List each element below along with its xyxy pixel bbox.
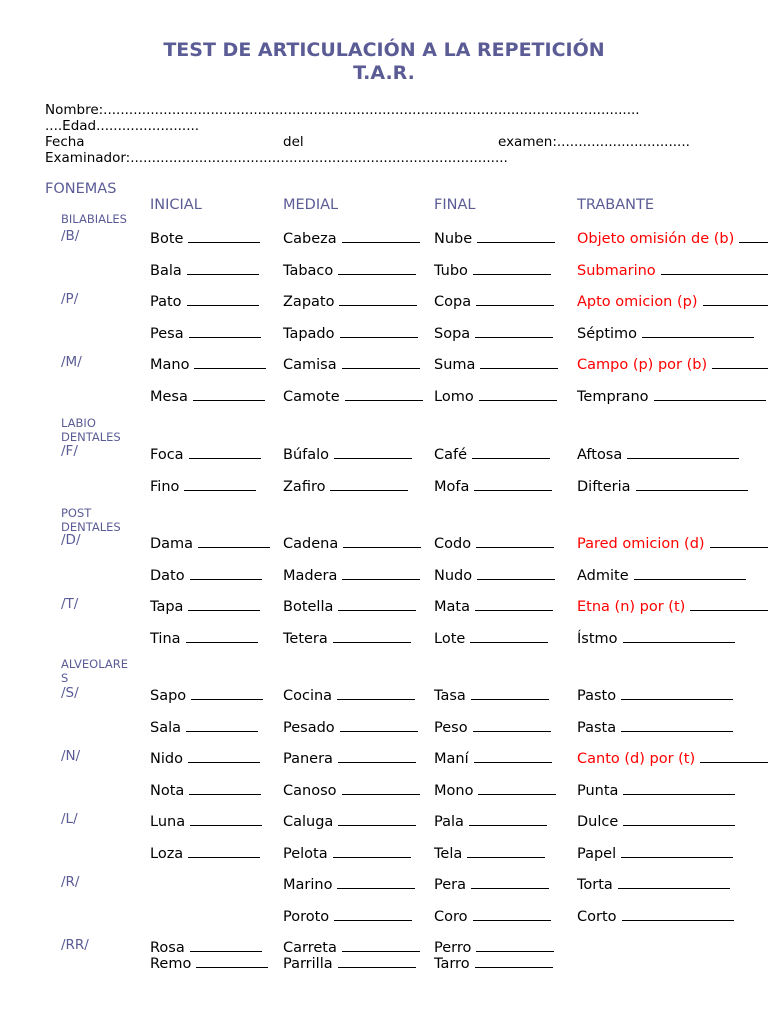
word-text: Cadena: [283, 536, 339, 552]
word-fin: [434, 565, 555, 584]
word-med: [283, 596, 416, 615]
word-ini: [150, 354, 266, 373]
phoneme-s: /S/: [61, 685, 79, 701]
word-text: Remo: [150, 956, 192, 972]
word-text: Tapado: [283, 326, 335, 342]
answer-blank[interactable]: [342, 937, 420, 952]
group-labiodentales: LABIO DENTALES: [61, 416, 121, 444]
word-text: Ístmo: [577, 631, 618, 647]
word-fin: [434, 906, 551, 925]
word-text: Séptimo: [577, 326, 638, 342]
group-bilabiales: BILABIALES: [61, 212, 127, 226]
answer-blank[interactable]: [475, 953, 553, 968]
word-text: Rosa: [150, 940, 185, 956]
phoneme-f: /F/: [61, 443, 78, 459]
word-tra: [577, 533, 768, 552]
word-med: [283, 444, 412, 463]
word-tra: [577, 596, 768, 615]
word-med: [283, 628, 411, 647]
nombre-field[interactable]: Nombre:.............................................................................................................................: [45, 102, 640, 118]
answer-blank[interactable]: [473, 906, 551, 921]
word-fin: [434, 354, 558, 373]
answer-blank[interactable]: [340, 323, 418, 338]
word-text: Zapato: [283, 294, 335, 310]
word-text: Dulce: [577, 814, 619, 830]
word-ini: [150, 533, 270, 552]
word-text: Admite: [577, 568, 629, 584]
answer-blank[interactable]: [470, 628, 548, 643]
answer-blank[interactable]: [190, 937, 262, 952]
word-med: [283, 260, 416, 279]
word-tra: [577, 628, 735, 647]
answer-blank[interactable]: [661, 260, 768, 275]
word-ini: [150, 228, 260, 247]
answer-blank[interactable]: [618, 874, 730, 889]
word-text: Caluga: [283, 814, 334, 830]
answer-blank[interactable]: [337, 685, 415, 700]
word-med: [283, 843, 411, 862]
word-tra: [577, 260, 768, 279]
word-med: [283, 811, 416, 830]
word-text: Nido: [150, 751, 183, 767]
word-text: Canoso: [283, 783, 337, 799]
answer-blank[interactable]: [623, 811, 735, 826]
word-med: [283, 476, 408, 495]
word-text: Loza: [150, 846, 184, 862]
answer-blank[interactable]: [475, 596, 553, 611]
word-fin: [434, 953, 553, 972]
word-text: Dama: [150, 536, 194, 552]
answer-blank[interactable]: [472, 444, 550, 459]
word-text: Marino: [283, 877, 333, 893]
word-tra: [577, 811, 735, 830]
answer-blank[interactable]: [189, 323, 261, 338]
answer-blank[interactable]: [623, 780, 735, 795]
answer-blank[interactable]: [479, 386, 557, 401]
answer-blank[interactable]: [476, 291, 554, 306]
word-text: Corto: [577, 909, 617, 925]
word-text: Foca: [150, 447, 184, 463]
answer-blank[interactable]: [345, 386, 423, 401]
word-ini: [150, 565, 262, 584]
word-ini: [150, 444, 261, 463]
answer-blank[interactable]: [343, 533, 421, 548]
word-text: Aftosa: [577, 447, 623, 463]
word-text: Cocina: [283, 688, 333, 704]
word-text: Copa: [434, 294, 472, 310]
word-text: Parrilla: [283, 956, 333, 972]
word-tra: [577, 291, 768, 310]
answer-blank[interactable]: [339, 291, 417, 306]
word-fin: [434, 843, 545, 862]
word-med: [283, 386, 423, 405]
word-ini: [150, 953, 268, 972]
answer-blank[interactable]: [186, 717, 258, 732]
header-trabante: TRABANTE: [577, 197, 654, 213]
answer-blank[interactable]: [700, 748, 768, 763]
phoneme-n: /N/: [61, 748, 81, 764]
word-med: [283, 533, 421, 552]
word-med: [283, 748, 416, 767]
word-ini: [150, 260, 259, 279]
header-medial: MEDIAL: [283, 197, 339, 213]
answer-blank[interactable]: [654, 386, 766, 401]
phoneme-b: /B/: [61, 228, 80, 244]
word-text: Pato: [150, 294, 182, 310]
phoneme-m: /M/: [61, 354, 82, 370]
word-text: Sopa: [434, 326, 471, 342]
answer-blank[interactable]: [471, 685, 549, 700]
word-text: Mesa: [150, 389, 188, 405]
word-text: Luna: [150, 814, 186, 830]
word-text: Tubo: [434, 263, 468, 279]
word-tra: [577, 386, 766, 405]
word-text: Tapa: [150, 599, 184, 615]
word-text: Zafiro: [283, 479, 326, 495]
word-med: [283, 717, 418, 736]
word-text: Fino: [150, 479, 180, 495]
answer-blank[interactable]: [634, 565, 746, 580]
answer-blank[interactable]: [338, 811, 416, 826]
answer-blank[interactable]: [621, 685, 733, 700]
answer-blank[interactable]: [333, 843, 411, 858]
word-ini: [150, 843, 260, 862]
word-ini: [150, 811, 262, 830]
word-ini: [150, 748, 260, 767]
word-tra: [577, 780, 735, 799]
word-text: Nube: [434, 231, 473, 247]
word-ini: [150, 717, 258, 736]
answer-blank[interactable]: [187, 260, 259, 275]
answer-blank[interactable]: [190, 811, 262, 826]
answer-blank[interactable]: [739, 228, 768, 243]
answer-blank[interactable]: [710, 533, 768, 548]
answer-blank[interactable]: [186, 628, 258, 643]
word-text: Pared omicion (d): [577, 536, 705, 552]
word-fin: [434, 533, 554, 552]
answer-blank[interactable]: [636, 476, 748, 491]
word-text: Mofa: [434, 479, 470, 495]
edad-field[interactable]: ....Edad........................: [45, 118, 200, 134]
word-text: Maní: [434, 751, 469, 767]
word-tra: [577, 843, 733, 862]
word-text: Botella: [283, 599, 334, 615]
word-tra: [577, 444, 739, 463]
word-med: [283, 874, 415, 893]
answer-blank[interactable]: [469, 811, 547, 826]
word-text: Difteria: [577, 479, 631, 495]
examinador-field[interactable]: Examinador:........................................................................................: [45, 150, 508, 166]
phoneme-d: /D/: [61, 532, 81, 548]
word-ini: [150, 628, 258, 647]
answer-blank[interactable]: [188, 748, 260, 763]
answer-blank[interactable]: [334, 444, 412, 459]
answer-blank[interactable]: [622, 906, 734, 921]
answer-blank[interactable]: [476, 533, 554, 548]
word-text: Tina: [150, 631, 181, 647]
answer-blank[interactable]: [194, 354, 266, 369]
word-text: Pesado: [283, 720, 335, 736]
word-text: Panera: [283, 751, 333, 767]
answer-blank[interactable]: [338, 953, 416, 968]
answer-blank[interactable]: [188, 596, 260, 611]
word-text: Dato: [150, 568, 185, 584]
word-fin: [434, 596, 553, 615]
word-text: Tela: [434, 846, 463, 862]
word-tra: [577, 354, 768, 373]
phoneme-l: /L/: [61, 811, 78, 827]
answer-blank[interactable]: [642, 323, 754, 338]
word-text: Camote: [283, 389, 340, 405]
word-text: Apto omicion (p): [577, 294, 698, 310]
phoneme-r: /R/: [61, 874, 80, 890]
word-tra: [577, 874, 730, 893]
answer-blank[interactable]: [189, 444, 261, 459]
word-text: Objeto omisión de (b): [577, 231, 735, 247]
word-text: Etna (n) por (t): [577, 599, 686, 615]
answer-blank[interactable]: [190, 565, 262, 580]
word-text: Sapo: [150, 688, 187, 704]
word-med: [283, 354, 420, 373]
word-text: Pesa: [150, 326, 184, 342]
word-text: Papel: [577, 846, 617, 862]
word-text: Temprano: [577, 389, 649, 405]
answer-blank[interactable]: [342, 565, 420, 580]
word-text: Pera: [434, 877, 466, 893]
answer-blank[interactable]: [338, 596, 416, 611]
word-text: Nudo: [434, 568, 473, 584]
word-tra: [577, 685, 733, 704]
word-text: Carreta: [283, 940, 337, 956]
word-text: Mono: [434, 783, 474, 799]
word-text: Mata: [434, 599, 470, 615]
word-text: Pala: [434, 814, 464, 830]
answer-blank[interactable]: [712, 354, 768, 369]
answer-blank[interactable]: [690, 596, 768, 611]
answer-blank[interactable]: [621, 717, 733, 732]
answer-blank[interactable]: [703, 291, 768, 306]
answer-blank[interactable]: [473, 717, 551, 732]
answer-blank[interactable]: [342, 780, 420, 795]
word-fin: [434, 444, 550, 463]
word-med: [283, 685, 415, 704]
phoneme-rr: /RR/: [61, 937, 89, 953]
answer-blank[interactable]: [188, 228, 260, 243]
word-fin: [434, 323, 553, 342]
word-text: Punta: [577, 783, 619, 799]
word-tra: [577, 476, 748, 495]
group-postdentales: POST DENTALES: [61, 506, 121, 534]
answer-blank[interactable]: [342, 228, 420, 243]
word-tra: [577, 906, 734, 925]
word-text: Lote: [434, 631, 466, 647]
answer-blank[interactable]: [188, 843, 260, 858]
phoneme-p: /P/: [61, 291, 79, 307]
word-fin: [434, 228, 555, 247]
word-tra: [577, 565, 746, 584]
word-med: [283, 780, 420, 799]
word-text: Coro: [434, 909, 468, 925]
word-text: Perro: [434, 940, 472, 956]
word-text: Mano: [150, 357, 190, 373]
word-med: [283, 953, 416, 972]
word-med: [283, 228, 420, 247]
group-alveolares: ALVEOLARE S: [61, 657, 128, 685]
word-text: Cabeza: [283, 231, 337, 247]
word-text: Poroto: [283, 909, 330, 925]
word-ini: [150, 596, 260, 615]
word-fin: [434, 628, 548, 647]
header-fonemas: FONEMAS: [45, 181, 117, 197]
fecha-label: Fecha: [45, 134, 85, 150]
word-text: Suma: [434, 357, 476, 373]
answer-blank[interactable]: [467, 843, 545, 858]
answer-blank[interactable]: [196, 953, 268, 968]
answer-blank[interactable]: [189, 780, 261, 795]
answer-blank[interactable]: [191, 685, 263, 700]
word-tra: [577, 228, 768, 247]
answer-blank[interactable]: [477, 228, 555, 243]
word-text: Torta: [577, 877, 613, 893]
word-fin: [434, 874, 549, 893]
word-fin: [434, 291, 554, 310]
word-ini: [150, 780, 261, 799]
word-text: Madera: [283, 568, 338, 584]
word-tra: [577, 323, 754, 342]
answer-blank[interactable]: [480, 354, 558, 369]
word-text: Café: [434, 447, 468, 463]
answer-blank[interactable]: [478, 780, 556, 795]
word-text: Sala: [150, 720, 182, 736]
word-fin: [434, 748, 552, 767]
answer-blank[interactable]: [193, 386, 265, 401]
word-text: Lomo: [434, 389, 474, 405]
answer-blank[interactable]: [474, 476, 552, 491]
answer-blank[interactable]: [340, 717, 418, 732]
answer-blank[interactable]: [471, 874, 549, 889]
answer-blank[interactable]: [338, 260, 416, 275]
word-text: Campo (p) por (b): [577, 357, 708, 373]
word-med: [283, 906, 412, 925]
answer-blank[interactable]: [476, 937, 554, 952]
word-text: Tasa: [434, 688, 466, 704]
word-text: Tetera: [283, 631, 328, 647]
answer-blank[interactable]: [477, 565, 555, 580]
word-ini: [150, 323, 261, 342]
word-ini: [150, 291, 259, 310]
word-text: Búfalo: [283, 447, 330, 463]
word-text: Pelota: [283, 846, 328, 862]
header-inicial: INICIAL: [150, 197, 202, 213]
answer-blank[interactable]: [475, 323, 553, 338]
answer-blank[interactable]: [623, 628, 735, 643]
word-fin: [434, 717, 551, 736]
answer-blank[interactable]: [473, 260, 551, 275]
answer-blank[interactable]: [184, 476, 256, 491]
word-ini: [150, 476, 256, 495]
word-ini: [150, 386, 265, 405]
word-fin: [434, 811, 547, 830]
word-med: [283, 291, 417, 310]
word-text: Tarro: [434, 956, 470, 972]
word-tra: [577, 748, 768, 767]
word-text: Tabaco: [283, 263, 334, 279]
answer-blank[interactable]: [198, 533, 270, 548]
answer-blank[interactable]: [474, 748, 552, 763]
word-fin: [434, 260, 551, 279]
word-text: Nota: [150, 783, 185, 799]
word-text: Pasta: [577, 720, 617, 736]
word-fin: [434, 780, 556, 799]
document-subtitle: T.A.R.: [353, 62, 415, 84]
word-text: Peso: [434, 720, 468, 736]
answer-blank[interactable]: [337, 874, 415, 889]
word-text: Camisa: [283, 357, 337, 373]
document-title: TEST DE ARTICULACIÓN A LA REPETICIÓN: [163, 39, 605, 61]
header-final: FINAL: [434, 197, 476, 213]
answer-blank[interactable]: [627, 444, 739, 459]
word-fin: [434, 386, 557, 405]
answer-blank[interactable]: [338, 748, 416, 763]
fecha-examen-field[interactable]: examen:...............................: [498, 134, 690, 150]
answer-blank[interactable]: [333, 628, 411, 643]
word-text: Canto (d) por (t): [577, 751, 696, 767]
word-text: Bala: [150, 263, 182, 279]
word-text: Submarino: [577, 263, 656, 279]
answer-blank[interactable]: [342, 354, 420, 369]
word-med: [283, 323, 418, 342]
word-text: Pasto: [577, 688, 617, 704]
word-text: Codo: [434, 536, 472, 552]
answer-blank[interactable]: [187, 291, 259, 306]
phoneme-t: /T/: [61, 596, 79, 612]
answer-blank[interactable]: [334, 906, 412, 921]
word-med: [283, 565, 420, 584]
word-fin: [434, 685, 549, 704]
word-tra: [577, 717, 733, 736]
answer-blank[interactable]: [621, 843, 733, 858]
fecha-del-label: del: [283, 134, 304, 150]
answer-blank[interactable]: [330, 476, 408, 491]
word-ini: [150, 685, 263, 704]
word-text: Bote: [150, 231, 184, 247]
word-fin: [434, 476, 552, 495]
